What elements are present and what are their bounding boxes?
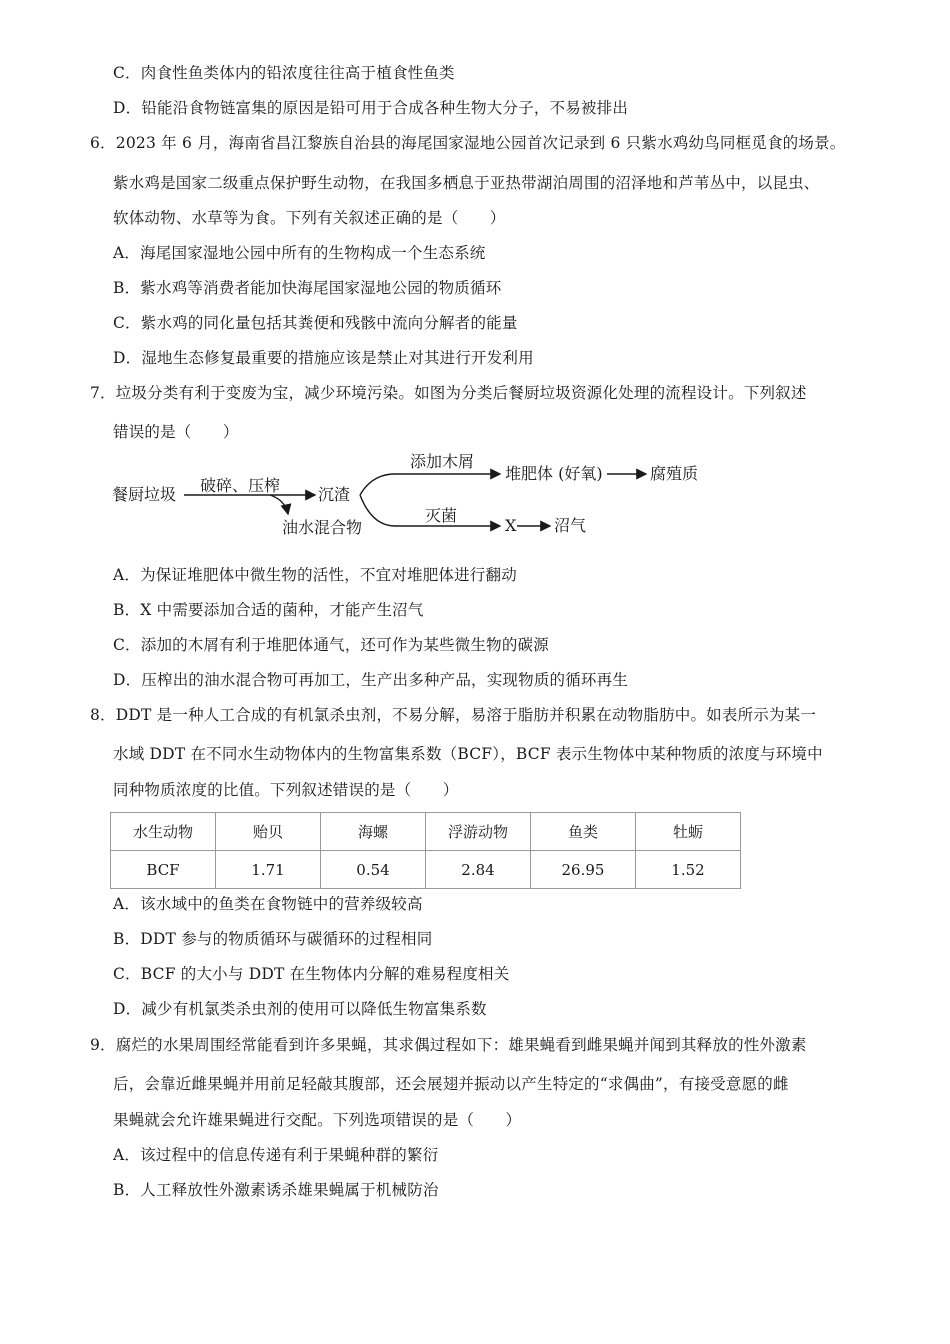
table-cell: 0.54 (321, 851, 426, 889)
q7-option-d: D．压榨出的油水混合物可再加工，生产出多种产品，实现物质的循环再生 (113, 671, 629, 689)
q5-option-d: D．铅能沿食物链富集的原因是铅可用于合成各种生物大分子，不易被排出 (113, 99, 629, 117)
q6-option-d: D．湿地生态修复最重要的措施应该是禁止对其进行开发利用 (113, 349, 534, 367)
flow-diagram (110, 448, 730, 548)
table-row (111, 851, 741, 889)
arrow-residue-to-compost (360, 474, 500, 495)
table-cell: 浮游动物 (426, 813, 531, 851)
q7-stem-line1: 7．垃圾分类有利于变废为宝，减少环境污染。如图为分类后餐厨垃圾资源化处理的流程设计。下列叙述 (90, 384, 807, 402)
label-compost: 堆肥体 (好氧) (505, 464, 603, 483)
q9-stem-line2: 后，会靠近雌果蝇并用前足轻敲其腹部，还会展翅并振动以产生特定的“求偶曲”，有接受意愿的雌 (113, 1075, 789, 1093)
q7-option-a: A．为保证堆肥体中微生物的活性，不宜对堆肥体进行翻动 (113, 566, 517, 584)
label-residue: 沉渣 (318, 485, 351, 504)
bcf-table (110, 812, 741, 889)
q6-stem-line3: 软体动物、水草等为食。下列有关叙述正确的是（ ） (113, 209, 506, 227)
q8-option-b: B．DDT 参与的物质循环与碳循环的过程相同 (113, 930, 433, 948)
q6-option-a: A．海尾国家湿地公园中所有的生物构成一个生态系统 (113, 244, 486, 262)
q6-option-b: B．紫水鸡等消费者能加快海尾国家湿地公园的物质循环 (113, 279, 502, 297)
label-add-sawdust: 添加木屑 (410, 452, 475, 471)
q6-stem-line1: 6．2023 年 6 月，海南省昌江黎族自治县的海尾国家湿地公园首次记录到 6 只紫水鸡幼鸟同框觅食的场景。 (90, 134, 846, 152)
q8-option-c: C．BCF 的大小与 DDT 在生物体内分解的难易程度相关 (113, 965, 510, 983)
q9-stem-line1: 9．腐烂的水果周围经常能看到许多果蝇，其求偶过程如下：雄果蝇看到雌果蝇并闻到其释放的性外激素 (90, 1036, 807, 1054)
table-cell: 水生动物 (111, 813, 216, 851)
label-sterilize: 灭菌 (425, 506, 458, 525)
table-cell: 26.95 (531, 851, 636, 889)
q8-option-a: A．该水域中的鱼类在食物链中的营养级较高 (113, 895, 423, 913)
label-humus: 腐殖质 (650, 464, 699, 483)
q5-option-c: C．肉食性鱼类体内的铅浓度往往高于植食性鱼类 (113, 64, 455, 82)
label-food-waste: 餐厨垃圾 (112, 485, 177, 504)
table-cell: 鱼类 (531, 813, 636, 851)
q7-option-b: B．X 中需要添加合适的菌种，才能产生沼气 (113, 601, 424, 619)
q8-stem-line2: 水域 DDT 在不同水生动物体内的生物富集系数（BCF），BCF 表示生物体中某种物质的浓度与环境中 (113, 745, 823, 763)
q6-stem-line2: 紫水鸡是国家二级重点保护野生动物，在我国多栖息于亚热带湖泊周围的沼泽地和芦苇丛中，以昆虫、 (113, 174, 820, 192)
q8-option-d: D．减少有机氯类杀虫剂的使用可以降低生物富集系数 (113, 1000, 487, 1018)
q8-stem-line3: 同种物质浓度的比值。下列叙述错误的是（ ） (113, 781, 459, 799)
label-crush-press: 破碎、压榨 (200, 476, 281, 495)
q8-stem-line1: 8．DDT 是一种人工合成的有机氯杀虫剂，不易分解，易溶于脂肪并积累在动物脂肪中。如表所示为某一 (90, 706, 817, 724)
table-cell: 1.52 (636, 851, 741, 889)
table-cell: 1.71 (216, 851, 321, 889)
table-header-row (111, 813, 741, 851)
q9-stem-line3: 果蝇就会允许雄果蝇进行交配。下列选项错误的是（ ） (113, 1111, 522, 1129)
label-oil-water: 油水混合物 (282, 518, 363, 537)
table-cell: 2.84 (426, 851, 531, 889)
q9-option-b: B．人工释放性外激素诱杀雄果蝇属于机械防治 (113, 1181, 439, 1199)
q6-option-c: C．紫水鸡的同化量包括其粪便和残骸中流向分解者的能量 (113, 314, 518, 332)
q7-stem-line2: 错误的是（ ） (113, 423, 239, 441)
table-cell: 海螺 (321, 813, 426, 851)
table-cell: 贻贝 (216, 813, 321, 851)
label-biogas: 沼气 (554, 516, 587, 535)
table-cell: 牡蛎 (636, 813, 741, 851)
arrow-to-oil-water (270, 495, 288, 514)
label-x: X (505, 516, 517, 535)
q7-option-c: C．添加的木屑有利于堆肥体通气，还可作为某些微生物的碳源 (113, 636, 549, 654)
q9-option-a: A．该过程中的信息传递有利于果蝇种群的繁衍 (113, 1146, 439, 1164)
table-cell: BCF (111, 851, 216, 889)
